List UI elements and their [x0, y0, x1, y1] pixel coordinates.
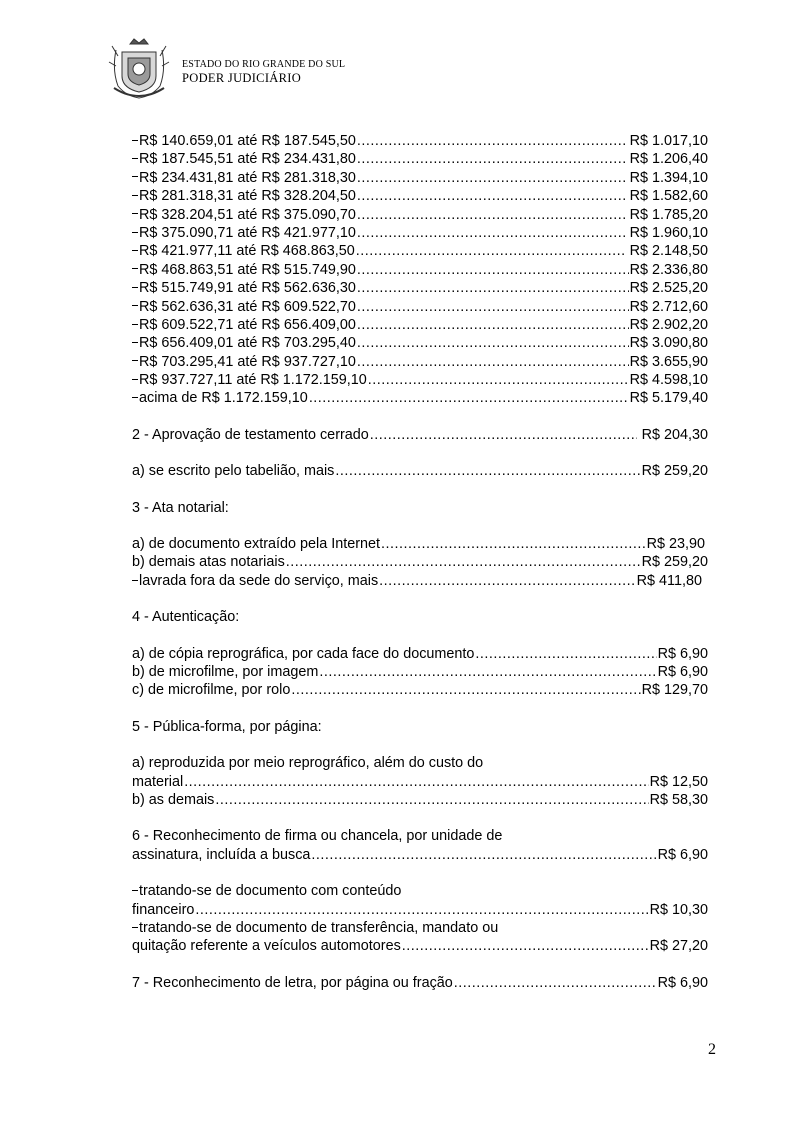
page-number: 2 — [708, 1041, 716, 1058]
dash-mark — [132, 397, 138, 398]
court-name: PODER JUDICIÁRIO — [182, 71, 302, 85]
dash-mark — [132, 158, 138, 159]
dash-mark — [132, 324, 138, 325]
dash-mark — [132, 268, 138, 269]
dash-mark — [132, 305, 138, 306]
list-item: a) de documento extraído pela Internet ..... R$ 23,90 — [132, 535, 705, 553]
dash-mark — [132, 927, 138, 928]
list-item-text: a) reproduzida por meio reprográfico, além do custo do — [132, 755, 484, 772]
range-row: R$ 609.522,71 até R$ 656.409,00 ..... R$ 2.902,20 — [132, 316, 708, 334]
dash-mark — [132, 195, 138, 196]
range-row: R$ 937.727,11 até R$ 1.172.159,10 ..... R$ 4.598,10 — [132, 371, 708, 389]
list-item: financeiro ..... R$ 10,30 — [132, 901, 708, 919]
list-item: 2 - Aprovação de testamento cerrado ..... R$ 204,30 — [132, 426, 708, 444]
range-row: R$ 234.431,81 até R$ 281.318,30 ..... R$ 1.394,10 — [132, 169, 708, 187]
list-item: b) demais atas notariais ..... R$ 259,20 — [132, 553, 708, 571]
dash-mark — [132, 232, 138, 233]
coat-of-arms-seal — [108, 36, 170, 102]
range-row: R$ 703.295,41 até R$ 937.727,10 ..... R$ 3.655,90 — [132, 353, 708, 371]
dash-mark — [132, 379, 138, 380]
section-title: 3 - Ata notarial: — [132, 499, 229, 516]
dash-mark — [132, 890, 138, 891]
fee-table — [132, 132, 708, 992]
list-item: a) de cópia reprográfica, por cada face do documento ..... R$ 6,90 — [132, 645, 708, 663]
dash-mark — [132, 250, 138, 251]
dash-mark — [132, 213, 138, 214]
dash-mark — [132, 140, 138, 141]
dash-mark — [132, 342, 138, 343]
dash-mark — [132, 360, 138, 361]
letterhead — [108, 36, 408, 106]
list-item: a) se escrito pelo tabelião, mais ..... R$ 259,20 — [132, 462, 708, 480]
list-item: lavrada fora da sede do serviço, mais ..... R$ 411,80 — [132, 572, 702, 590]
list-item-text: tratando-se de documento de transferência, mandato ou — [132, 919, 708, 937]
range-row: acima de R$ 1.172.159,10 ..... R$ 5.179,40 — [132, 389, 708, 407]
range-row: R$ 187.545,51 até R$ 234.431,80 ..... R$ 1.206,40 — [132, 150, 708, 168]
dash-mark — [132, 287, 138, 288]
range-row: R$ 375.090,71 até R$ 421.977,10 ..... R$ 1.960,10 — [132, 224, 708, 242]
range-row: R$ 328.204,51 até R$ 375.090,70 ..... R$ 1.785,20 — [132, 206, 708, 224]
range-row: R$ 421.977,11 até R$ 468.863,50 ..... R$ 2.148,50 — [132, 242, 708, 260]
section-title: 4 - Autenticação: — [132, 609, 240, 626]
range-row: R$ 515.749,91 até R$ 562.636,30 ..... R$ 2.525,20 — [132, 279, 708, 297]
range-row: R$ 562.636,31 até R$ 609.522,70 ..... R$ 2.712,60 — [132, 298, 708, 316]
dash-mark — [132, 580, 138, 581]
list-item: assinatura, incluída a busca ..... R$ 6,90 — [132, 846, 708, 864]
range-row: R$ 468.863,51 até R$ 515.749,90 ..... R$ 2.336,80 — [132, 261, 708, 279]
state-name: ESTADO DO RIO GRANDE DO SUL — [182, 59, 346, 70]
list-item: 7 - Reconhecimento de letra, por página ou fração ..... R$ 6,90 — [132, 974, 708, 992]
list-item: material ..... R$ 12,50 — [132, 773, 708, 791]
range-row: R$ 140.659,01 até R$ 187.545,50 ..... R$ 1.017,10 — [132, 132, 708, 150]
list-item: c) de microfilme, por rolo ..... R$ 129,70 — [132, 681, 708, 699]
range-row: R$ 656.409,01 até R$ 703.295,40 ..... R$ 3.090,80 — [132, 334, 708, 352]
list-item: quitação referente a veículos automotores ..... R$ 27,20 — [132, 937, 708, 955]
list-item: b) as demais ..... R$ 58,30 — [132, 791, 708, 809]
dash-mark — [132, 176, 138, 177]
list-item-text: 6 - Reconhecimento de firma ou chancela, por unidade de — [132, 828, 503, 845]
range-row: R$ 281.318,31 até R$ 328.204,50 ..... R$ 1.582,60 — [132, 187, 708, 205]
list-item-text: tratando-se de documento com conteúdo — [132, 882, 708, 900]
value-range-list — [132, 132, 708, 408]
section-title: 5 - Pública-forma, por página: — [132, 718, 322, 735]
list-item: b) de microfilme, por imagem ..... R$ 6,90 — [132, 663, 708, 681]
